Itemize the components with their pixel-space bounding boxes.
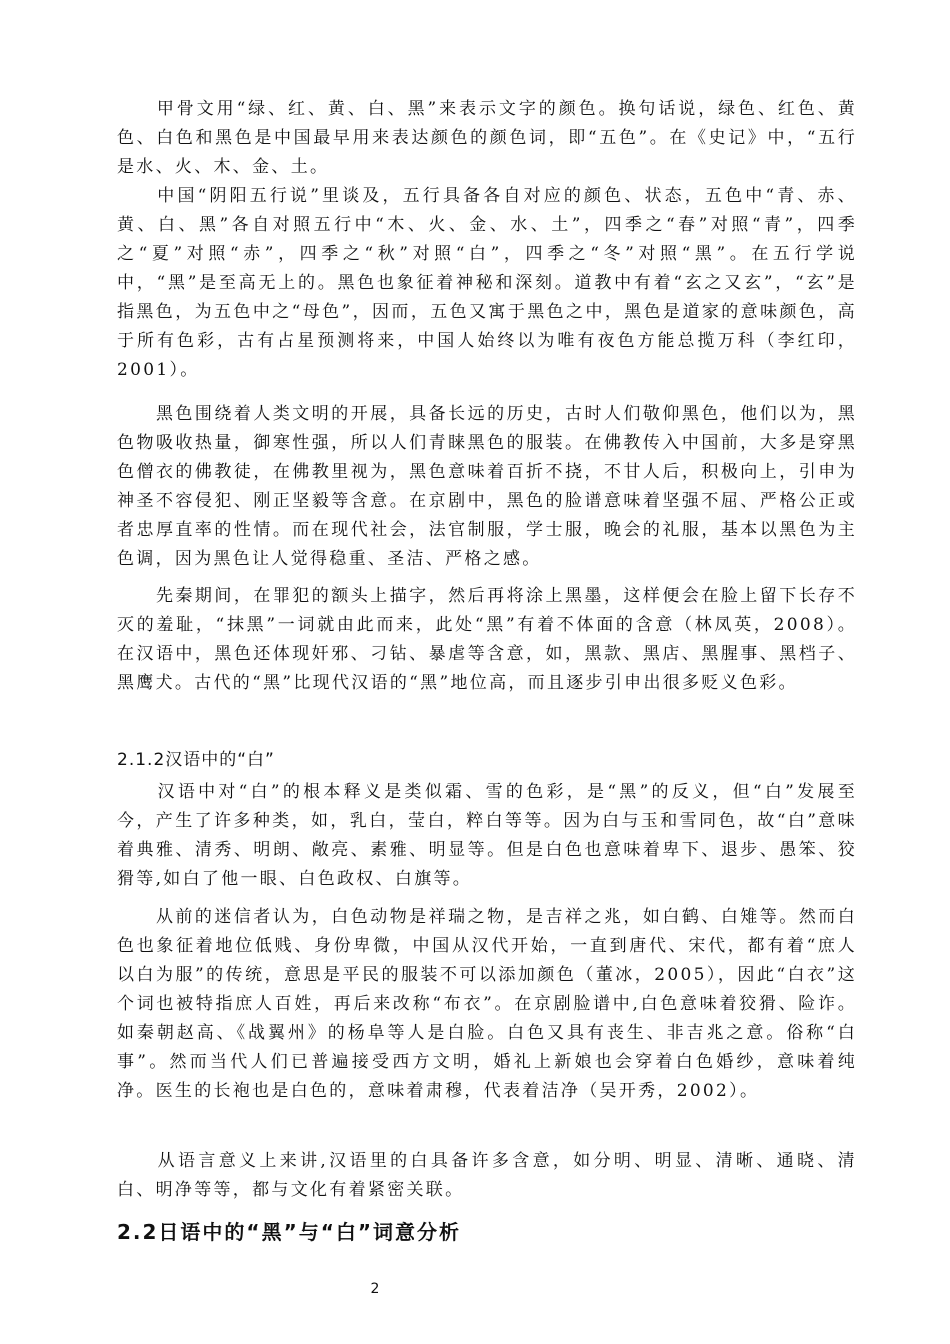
- paragraph-white-superstition: 从前的迷信者认为，白色动物是祥瑞之物，是吉祥之兆，如白鹤、白雉等。然而白色也象征着地位低贱、身份卑微，中国从汉代开始，一直到唐代、宋代，都有着“庶人以白为服”的传统，意思是平民的服装不可以添加颜色（董冰，2005），因此“白衣”这个词也被特指庶人百姓，再后来改称“布衣”。在京剧脸谱中,白色意味着狡猾、险诈。如秦朝赵高、《战翼州》的杨阜等人是白脸。白色又具有丧生、非吉兆之意。俗称“白事”。然而当代人们已普遍接受西方文明，婚礼上新娘也会穿着白色婚纱，意味着纯净。医生的长袍也是白色的，意味着肃穆，代表着洁净（吴开秀，2002）。: [117, 907, 857, 1101]
- paragraph-white-linguistic: 从语言意义上来讲,汉语里的白具备许多含意，如分明、明显、清晰、通晓、清白、明净等等，都与文化有着紧密关联。: [117, 1151, 857, 1200]
- section-heading-2-1-2: 2.1.2汉语中的“白”: [117, 750, 275, 770]
- section-heading-2-2: 2.2日语中的“黑”与“白”词意分析: [117, 1220, 462, 1244]
- paragraph-five-colors: 甲骨文用“绿、红、黄、白、黑”来表示文字的颜色。换句话说，绿色、红色、黄色、白色和黑色是中国最早用来表达颜色的颜色词，即“五色”。在《史记》中，“五行是水、火、木、金、土。: [117, 99, 857, 177]
- page-number: 2: [370, 1281, 380, 1297]
- paragraph-black-history: 黑色围绕着人类文明的开展，具备长远的历史，古时人们敬仰黑色，他们以为，黑色物吸收热量，御寒性强，所以人们青睐黑色的服装。在佛教传入中国前，大多是穿黑色僧衣的佛教徒，在佛教里视为，黑色意味着百折不挠，不甘人后，积极向上，引申为神圣不容侵犯、刚正坚毅等含意。在京剧中，黑色的脸谱意味着坚强不屈、严格公正或者忠厚直率的性情。而在现代社会，法官制服，学士服，晚会的礼服，基本以黑色为主色调，因为黑色让人觉得稳重、圣洁、严格之感。: [117, 404, 857, 569]
- paragraph-black-negative: 先秦期间，在罪犯的额头上描字，然后再将涂上黑墨，这样便会在脸上留下长存不灭的羞耻，“抹黑”一词就由此而来，此处“黑”有着不体面的含意（林凤英，2008）。在汉语中，黑色还体现奸邪、刁钻、暴虐等含意，如，黑款、黑店、黑腥事、黑档子、黑鹰犬。古代的“黑”比现代汉语的“黑”地位高，而且逐步引申出很多贬义色彩。: [117, 586, 857, 693]
- paragraph-white-meaning: 汉语中对“白”的根本释义是类似霜、雪的色彩，是“黑”的反义，但“白”发展至今，产生了许多种类，如，乳白，莹白，粹白等等。因为白与玉和雪同色，故“白”意味着典雅、清秀、明朗、敞亮、素雅、明显等。但是白色也意味着卑下、退步、愚笨、狡猾等,如白了他一眼、白色政权、白旗等。: [117, 782, 857, 889]
- paragraph-yin-yang: 中国“阴阳五行说”里谈及，五行具备各自对应的颜色、状态，五色中“青、赤、黄、白、黑”各自对照五行中“木、火、金、水、土”，四季之“春”对照“青”，四季之“夏”对照“赤”，四季之“秋”对照“白”，四季之“冬”对照“黑”。在五行学说中，“黑”是至高无上的。黑色也象征着神秘和深刻。道教中有着“玄之又玄”，“玄”是指黑色，为五色中之“母色”，因而，五色又寓于黑色之中，黑色是道家的意味颜色，高于所有色彩，古有占星预测将来，中国人始终以为唯有夜色方能总揽万科（李红印，2001）。: [117, 186, 857, 380]
